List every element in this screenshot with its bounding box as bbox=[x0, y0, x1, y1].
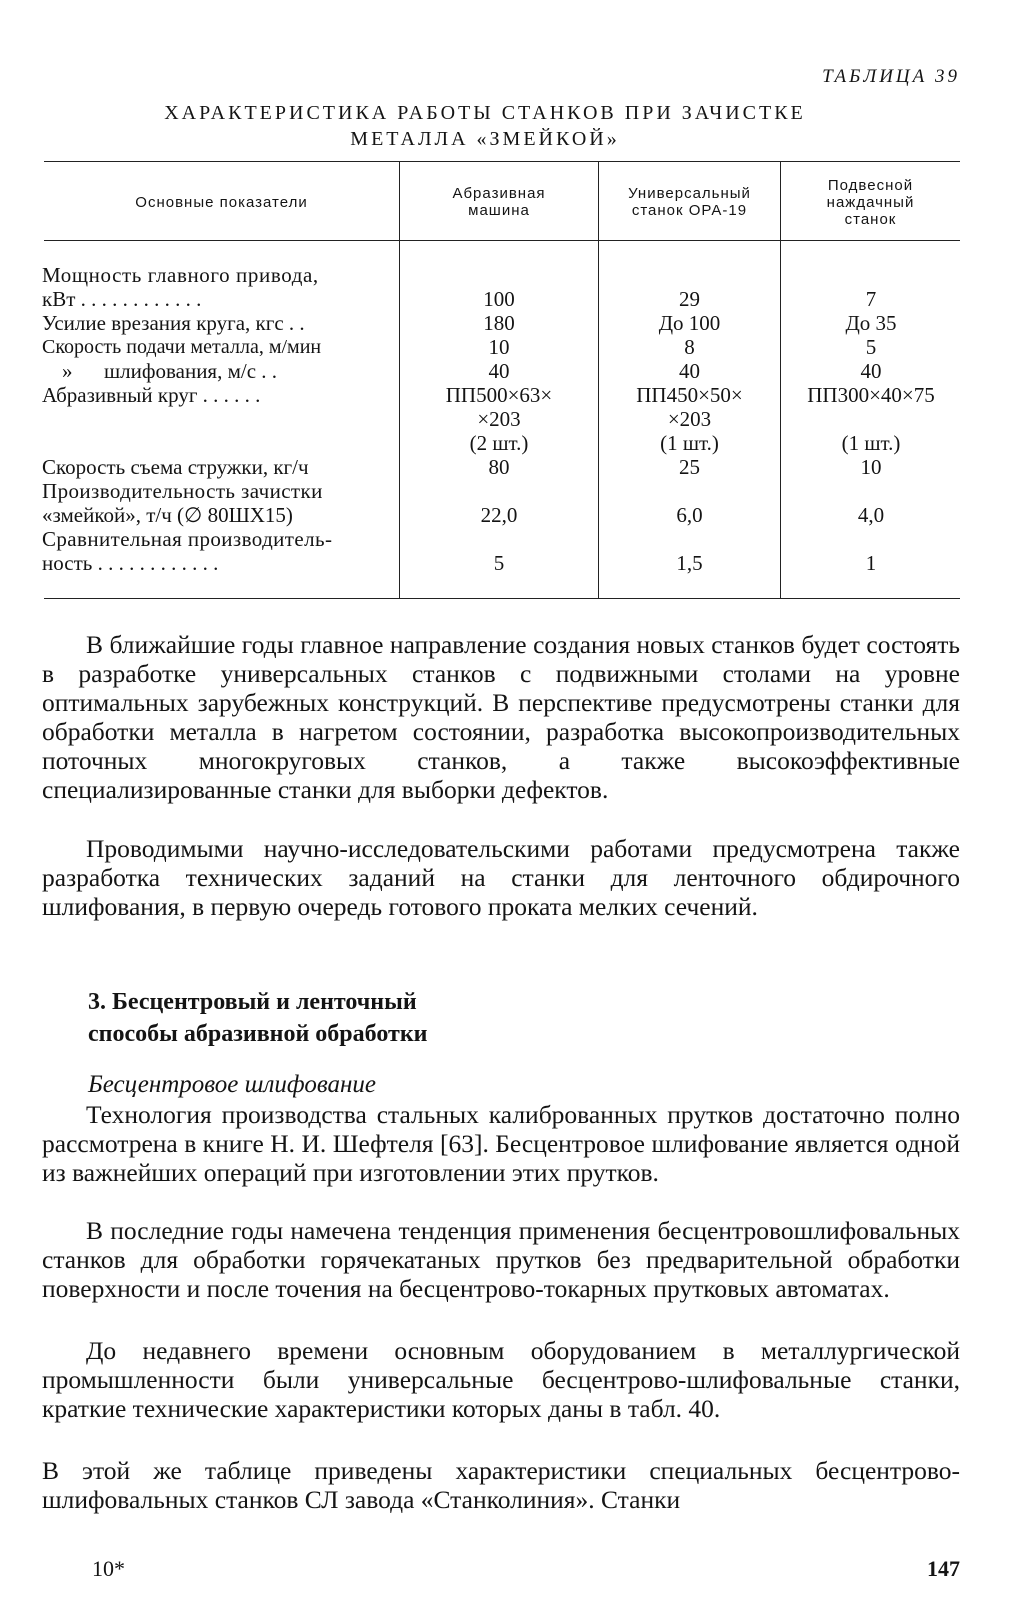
section-heading bbox=[88, 986, 427, 1050]
table-cell: 80 bbox=[488, 455, 510, 479]
table-cell: ×203 bbox=[477, 407, 521, 431]
table-cell: 10 bbox=[860, 455, 882, 479]
table-cell: 40 bbox=[860, 359, 882, 383]
table-rule-header bbox=[44, 240, 960, 241]
body-paragraph: Проводимыми научно-исследовательскими работами предусмотрена также разработка технических заданий на станки для ленточного обдирочного шлифования, в первую очередь готового проката мелких сечений. bbox=[42, 834, 960, 921]
table-cell: 10 bbox=[488, 335, 510, 359]
table-cell: До 35 bbox=[845, 311, 897, 335]
table-cell: 4,0 bbox=[857, 503, 885, 527]
table-cell: 1,5 bbox=[676, 551, 703, 575]
table-header-universal-machine: Универсальный станок ОРА-19 bbox=[628, 185, 751, 219]
table-cell: (2 шт.) bbox=[469, 431, 529, 455]
body-paragraph: В этой же таблице приведены характеристики специальных бесцентрово-шлифовальных станков СЛ завода «Станколиния». Станки bbox=[42, 1456, 960, 1514]
subsection-heading: Бесцентровое шлифование bbox=[88, 1071, 377, 1098]
table-cell: До 100 bbox=[658, 311, 721, 335]
body-paragraph: Технология производства стальных калиброванных прутков достаточно полно рассмотрена в книге Н. И. Шефтеля [63]. Бесцентровое шлифование является одной из важнейших операций при изготовлении этих прутков. bbox=[42, 1100, 960, 1187]
table-row-label: Производительность зачистки bbox=[42, 479, 323, 503]
table-row-label: » шлифования, м/с . . bbox=[62, 359, 278, 383]
table-header-hanging-machine: Подвесной наждачный станок bbox=[826, 176, 915, 228]
table-cell: 100 bbox=[483, 287, 515, 311]
table-cell: 7 bbox=[865, 287, 877, 311]
table-rule-top bbox=[44, 161, 960, 162]
table-cell: ПП300×40×75 bbox=[807, 383, 935, 407]
table-title-line-2: МЕТАЛЛА «ЗМЕЙКОЙ» bbox=[350, 128, 620, 150]
table-row-label: Усилие врезания круга, кгс . . bbox=[42, 311, 305, 335]
body-paragraph: До недавнего времени основным оборудованием в металлургической промышленности были универсальные бесцентрово-шлифовальные станки, краткие технические характеристики которых даны в табл. 40. bbox=[42, 1336, 960, 1423]
table-cell: ПП450×50× bbox=[636, 383, 743, 407]
table-row-label: кВт . . . . . . . . . . . . bbox=[42, 287, 202, 311]
table-cell: 1 bbox=[865, 551, 877, 575]
table-cell: 5 bbox=[865, 335, 877, 359]
page-number: 147 bbox=[927, 1556, 960, 1581]
table-cell: (1 шт.) bbox=[660, 431, 719, 455]
table-cell: 180 bbox=[483, 311, 515, 335]
table-title bbox=[120, 100, 850, 152]
body-paragraph: В последние годы намечена тенденция применения бесцентровошлифовальных станков для обработки горячекатаных прутков без предварительной обработки поверхности и после точения на бесцентрово-токарных прутковых автоматах. bbox=[42, 1216, 960, 1303]
table-cell: 22,0 bbox=[480, 503, 518, 527]
table-cell: 29 bbox=[679, 287, 700, 311]
table-row-label: «змейкой», т/ч (∅ 80ШХ15) bbox=[42, 503, 293, 527]
table-header-abrasive-machine: Абразивная машина bbox=[452, 185, 546, 219]
section-heading-line-2: способы абразивной обработки bbox=[88, 1021, 428, 1047]
table-cell: 6,0 bbox=[676, 503, 703, 527]
table-row-label: ность . . . . . . . . . . . . bbox=[42, 551, 219, 575]
table-cell: ПП500×63× bbox=[445, 383, 553, 407]
table-cell: (1 шт.) bbox=[841, 431, 901, 455]
table-row-label: Сравнительная производитель- bbox=[42, 527, 333, 551]
table-cell: 40 bbox=[488, 359, 510, 383]
table-cell: 8 bbox=[684, 335, 695, 359]
table-title-line-1: ХАРАКТЕРИСТИКА РАБОТЫ СТАНКОВ ПРИ ЗАЧИСТКЕ bbox=[164, 102, 806, 124]
table-header-indicators: Основные показатели bbox=[135, 193, 308, 211]
table-row-label: Мощность главного привода, bbox=[42, 263, 319, 287]
table-cell: 5 bbox=[493, 551, 505, 575]
table-row-label: Абразивный круг . . . . . . bbox=[42, 383, 261, 407]
table-cell: ×203 bbox=[667, 407, 712, 431]
footer-signature-mark: 10* bbox=[92, 1556, 125, 1581]
table-rule-bottom bbox=[44, 598, 960, 599]
table-number-label: ТАБЛИЦА 39 bbox=[822, 66, 960, 87]
table-cell: 40 bbox=[679, 359, 700, 383]
table-row-label: Скорость подачи металла, м/мин bbox=[42, 336, 322, 358]
body-paragraph: В ближайшие годы главное направление создания новых станков будет состоять в разработке универсальных станков с подвижными столами на уровне оптимальных зарубежных конструкций. В перспективе предусмотрены станки для обработки металла в нагретом состоянии, разработка высокопроизводительных поточных многокруговых станков, а также высокоэффективные специализированные станки для выборки дефектов. bbox=[42, 630, 960, 804]
table-cell: 25 bbox=[679, 455, 700, 479]
section-heading-line-1: 3. Бесцентровый и ленточный bbox=[88, 989, 417, 1015]
table-row-label: Скорость съема стружки, кг/ч bbox=[42, 455, 309, 479]
